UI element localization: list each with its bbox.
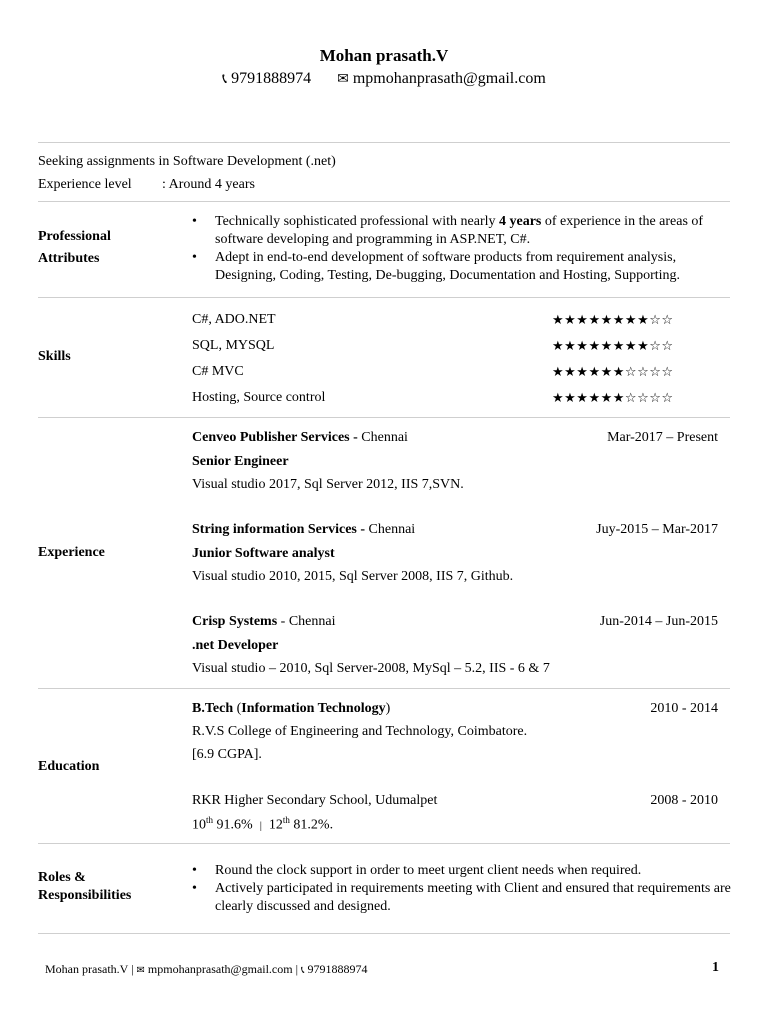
job-title: Senior Engineer xyxy=(192,454,289,469)
school-years: 2008 - 2010 xyxy=(650,793,718,808)
skill-rating: ★★★★★★★★☆☆ xyxy=(552,313,674,328)
school-scores xyxy=(192,815,333,834)
divider xyxy=(38,201,730,202)
score-separator: | xyxy=(259,819,262,832)
skill-rating: ★★★★★★☆☆☆☆ xyxy=(552,365,674,380)
divider xyxy=(38,933,730,934)
degree-punct: ) xyxy=(385,701,391,716)
footer-email[interactable]: mpmohanprasath@gmail.com xyxy=(147,962,293,976)
score-sup: th xyxy=(206,815,214,825)
divider xyxy=(38,142,730,143)
score-value: 91.6% xyxy=(213,817,260,833)
footer-separator: | xyxy=(128,962,137,976)
degree-name: B.Tech xyxy=(192,701,234,716)
list-item xyxy=(192,880,732,916)
bullet-text: Round the clock support in order to meet urgent client needs when required. xyxy=(215,863,642,878)
contact-line xyxy=(0,70,768,88)
job-dates: Juy-2015 – Mar-2017 xyxy=(596,522,718,537)
bullet-text: Actively participated in requirements meeting with Client and ensured that requirements are clearly discussed and designed. xyxy=(215,881,731,914)
page-number: 1 xyxy=(712,960,719,975)
degree-field: Information Technology xyxy=(241,701,386,716)
job-company-line xyxy=(192,614,336,630)
section-label-education: Education xyxy=(38,759,100,774)
section-label-roles xyxy=(38,869,131,905)
bullet-text: Technically sophisticated professional with nearly xyxy=(215,214,499,229)
bullet-text: of experience in the areas of software developing and programming in ASP.NET, C#. xyxy=(215,214,704,247)
email-icon: ✉︎ xyxy=(136,965,145,976)
job-dates: Mar-2017 – Present xyxy=(607,430,718,445)
job-company-line xyxy=(192,430,408,446)
job-company: Crisp Systems xyxy=(192,614,278,629)
job-location: - Chennai xyxy=(277,614,336,629)
resume-name: Mohan prasath.V xyxy=(319,46,449,65)
objective-line: Seeking assignments in Software Development (.net) xyxy=(38,154,336,169)
divider xyxy=(38,843,730,844)
divider xyxy=(38,688,730,689)
job-title: Junior Software analyst xyxy=(192,546,335,561)
bullet-text-bold: 4 years xyxy=(499,214,542,229)
experience-level-label: Experience level xyxy=(38,177,132,192)
job-location: Chennai xyxy=(357,430,408,445)
degree-punct: ( xyxy=(233,701,242,716)
job-tools: Visual studio 2017, Sql Server 2012, IIS 7,SVN. xyxy=(192,477,464,492)
bullet-text: Adept in end-to-end development of software products from requirement analysis, Designing, Coding, Testing, De-bugging, Documentation and Hosting, Supporting. xyxy=(215,250,681,283)
divider xyxy=(38,417,730,418)
list-item xyxy=(192,862,732,880)
skill-name: C#, ADO.NET xyxy=(192,312,276,327)
section-label-line: Attributes xyxy=(38,251,100,266)
college-name: R.V.S College of Engineering and Technology, Coimbatore. xyxy=(192,724,528,739)
section-label-professional xyxy=(38,226,111,270)
job-company: Cenveo Publisher Services - xyxy=(192,430,358,445)
phone-icon: 📞︎ xyxy=(301,965,305,976)
section-label-skills: Skills xyxy=(38,349,71,364)
email-icon: ✉︎ xyxy=(337,72,349,87)
professional-bullets xyxy=(192,213,732,285)
score-label: 10 xyxy=(192,817,206,833)
header-email[interactable]: mpmohanprasath@gmail.com xyxy=(352,70,546,87)
divider xyxy=(38,297,730,298)
section-label-line: Responsibilities xyxy=(38,888,132,903)
skill-name: C# MVC xyxy=(192,364,244,379)
skill-rating: ★★★★★★☆☆☆☆ xyxy=(552,391,674,406)
job-title: .net Developer xyxy=(192,638,279,653)
page-footer xyxy=(45,962,368,977)
job-tools: Visual studio – 2010, Sql Server-2008, MySql – 5.2, IIS - 6 & 7 xyxy=(192,661,550,676)
list-item xyxy=(192,213,732,249)
job-company: String information Services - xyxy=(192,522,366,537)
school-name: RKR Higher Secondary School, Udumalpet xyxy=(192,793,438,808)
score-value: 81.2%. xyxy=(289,817,334,833)
score-label: 12 xyxy=(261,817,283,833)
score-sup: th xyxy=(282,815,290,825)
degree-line xyxy=(192,701,390,717)
footer-separator: | xyxy=(292,962,301,976)
section-label-experience: Experience xyxy=(38,545,105,560)
section-label-line: Roles & xyxy=(38,870,86,885)
skill-name: Hosting, Source control xyxy=(192,390,326,405)
section-label-line: Professional xyxy=(38,229,111,244)
job-location: Chennai xyxy=(365,522,416,537)
phone-icon: 📞︎ xyxy=(222,72,228,87)
footer-name: Mohan prasath.V xyxy=(45,962,129,976)
job-tools: Visual studio 2010, 2015, Sql Server 2008, IIS 7, Github. xyxy=(192,569,514,584)
roles-bullets xyxy=(192,862,732,916)
list-item xyxy=(192,249,732,285)
job-dates: Jun-2014 – Jun-2015 xyxy=(599,614,718,629)
footer-phone: 9791888974 xyxy=(307,962,368,976)
header-phone: 9791888974 xyxy=(231,70,312,87)
cgpa: [6.9 CGPA]. xyxy=(192,747,262,762)
experience-level-value: : Around 4 years xyxy=(162,177,255,192)
skill-name: SQL, MYSQL xyxy=(192,338,275,353)
skill-rating: ★★★★★★★★☆☆ xyxy=(552,339,674,354)
job-company-line xyxy=(192,522,415,538)
degree-years: 2010 - 2014 xyxy=(650,701,718,716)
